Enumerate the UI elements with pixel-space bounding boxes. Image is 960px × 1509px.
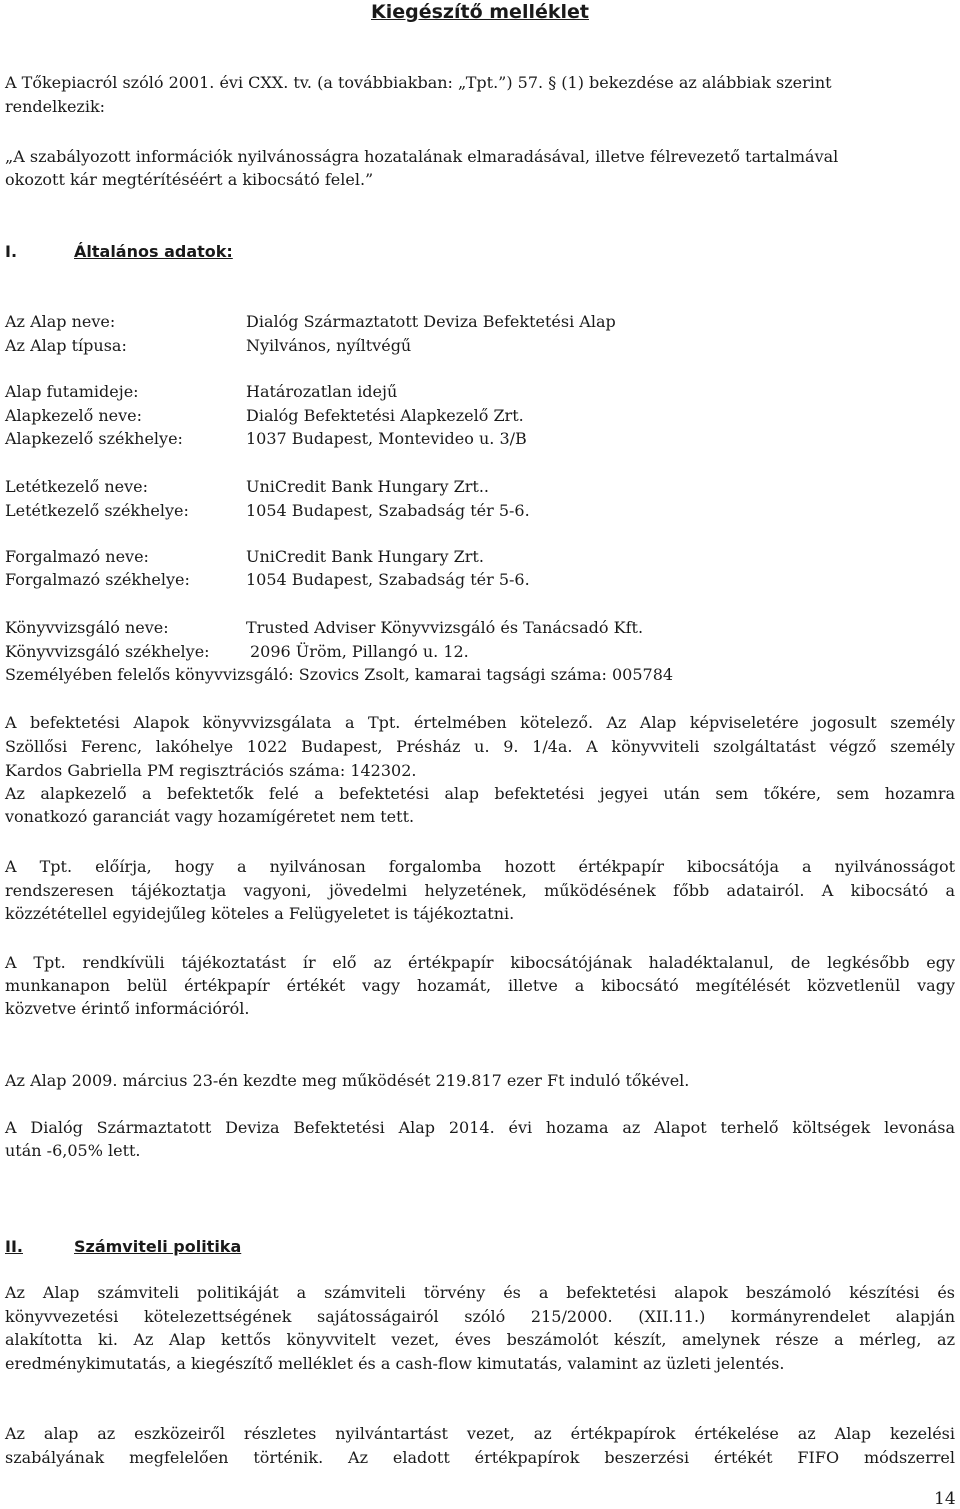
paragraph-line: közzététellel egyidejűleg köteles a Felügyeletet is tájékoztatni.	[5, 904, 515, 923]
document-title: Kiegészítő melléklet	[371, 1, 589, 23]
paragraph-line: könyvvezetési kötelezettségének sajátosságairól szóló 215/2000. (XII.11.) kormányrendelet alapján	[5, 1307, 955, 1326]
paragraph-line: szabályának megfelelően történik. Az eladott értékpapírok beszerzési értékét FIFO módszerrel	[5, 1448, 955, 1467]
field-value: Trusted Adviser Könyvvizsgáló és Tanácsadó Kft.	[246, 618, 644, 637]
intro-line-2: rendelkezik:	[5, 97, 106, 116]
paragraph-line: Az Alap 2009. március 23-én kezdte meg működését 219.817 ezer Ft induló tőkével.	[5, 1071, 690, 1090]
field-label: Alapkezelő neve:	[5, 406, 143, 425]
field-value: Dialóg Befektetési Alapkezelő Zrt.	[246, 406, 524, 425]
field-label: Forgalmazó székhelye:	[5, 570, 190, 589]
quote-line-2: okozott kár megtérítéséért a kibocsátó felel.”	[5, 170, 374, 189]
paragraph-line: közvetve érintő információról.	[5, 999, 250, 1018]
paragraph-line: Kardos Gabriella PM regisztrációs száma: 142302.	[5, 761, 417, 780]
field-label: Letétkezelő székhelye:	[5, 501, 189, 520]
field-label: Alapkezelő székhelye:	[5, 429, 183, 448]
paragraph-line: Az Alap számviteli politikáját a számviteli törvény és a befektetési alapok beszámoló készítési és	[5, 1283, 955, 1302]
field-value: Nyilvános, nyíltvégű	[246, 336, 412, 355]
paragraph-line: alakította ki. Az Alap kettős könyvvitelt vezet, éves beszámolót készít, amelynek része a mérleg, az	[5, 1330, 955, 1349]
field-value: UniCredit Bank Hungary Zrt.	[246, 547, 484, 566]
field-value: 1054 Budapest, Szabadság tér 5-6.	[246, 570, 530, 589]
field-value: UniCredit Bank Hungary Zrt..	[246, 477, 490, 496]
paragraph-line: A Dialóg Származtatott Deviza Befektetési Alap 2014. évi hozama az Alapot terhelő költségek levonása	[5, 1118, 955, 1137]
field-label: Az Alap neve:	[5, 312, 116, 331]
paragraph-line: Szöllősi Ferenc, lakóhelye 1022 Budapest, Présház u. 9. 1/4a. A könyvviteli szolgáltatást végző személy	[5, 737, 955, 756]
field-value: Határozatlan idejű	[246, 382, 398, 401]
paragraph-line: Az alapkezelő a befektetők felé a befektetési alap befektetési jegyei után sem tőkére, sem hozamra	[5, 784, 955, 803]
paragraph-line: vonatkozó garanciát vagy hozamígéretet nem tett.	[5, 807, 415, 826]
field-value: Dialóg Származtatott Deviza Befektetési Alap	[246, 312, 616, 331]
paragraph-line: A befektetési Alapok könyvvizsgálata a Tpt. értelmében kötelező. Az Alap képviseletére jogosult személy	[5, 713, 955, 732]
field-label: Könyvvizsgáló székhelye:	[5, 642, 210, 661]
paragraph-line: A Tpt. rendkívüli tájékoztatást ír elő az értékpapír kibocsátójának haladéktalanul, de legkésőbb egy	[5, 953, 955, 972]
section-2-title: Számviteli politika	[74, 1237, 242, 1256]
paragraph-line: eredménykimutatás, a kiegészítő melléklet és a cash-flow kimutatás, valamint az üzleti jelentés.	[5, 1354, 785, 1373]
section-2-number: II.	[5, 1237, 23, 1256]
field-label: Letétkezelő neve:	[5, 477, 148, 496]
field-label: Az Alap típusa:	[5, 336, 127, 355]
field-value: 1054 Budapest, Szabadság tér 5-6.	[246, 501, 530, 520]
field-value: 1037 Budapest, Montevideo u. 3/B	[246, 429, 527, 448]
field-label: Forgalmazó neve:	[5, 547, 149, 566]
paragraph-line: Az alap az eszközeiről részletes nyilvántartást vezet, az értékpapírok értékelése az Alap kezelési	[5, 1424, 955, 1443]
field-label: Könyvvizsgáló neve:	[5, 618, 169, 637]
paragraph-line: rendszeresen tájékoztatja vagyoni, jövedelmi helyzetének, működésének főbb adatairól. A kibocsátó a	[5, 881, 955, 900]
field-value: 2096 Üröm, Pillangó u. 12.	[250, 642, 469, 661]
quote-line-1: „A szabályozott információk nyilvánosságra hozatalának elmaradásával, illetve félrevezető tartalmával	[5, 147, 839, 166]
paragraph-line: után -6,05% lett.	[5, 1141, 141, 1160]
page-number: 14	[934, 1489, 956, 1509]
field-label: Alap futamideje:	[5, 382, 139, 401]
paragraph-line: munkanapon belül értékpapír értékét vagy hozamát, illetve a kibocsátó megítélését közvetlenül vagy	[5, 976, 955, 995]
section-1-number: I.	[5, 242, 18, 261]
auditor-line: Személyében felelős könyvvizsgáló: Szovics Zsolt, kamarai tagsági száma: 005784	[5, 665, 674, 684]
intro-line-1: A Tőkepiacról szóló 2001. évi CXX. tv. (a továbbiakban: „Tpt.”) 57. § (1) bekezdése az alábbiak szerint	[5, 73, 832, 92]
section-1-title: Általános adatok:	[74, 242, 233, 261]
paragraph-line: A Tpt. előírja, hogy a nyilvánosan forgalomba hozott értékpapír kibocsátója a nyilvánosságot	[5, 857, 955, 876]
